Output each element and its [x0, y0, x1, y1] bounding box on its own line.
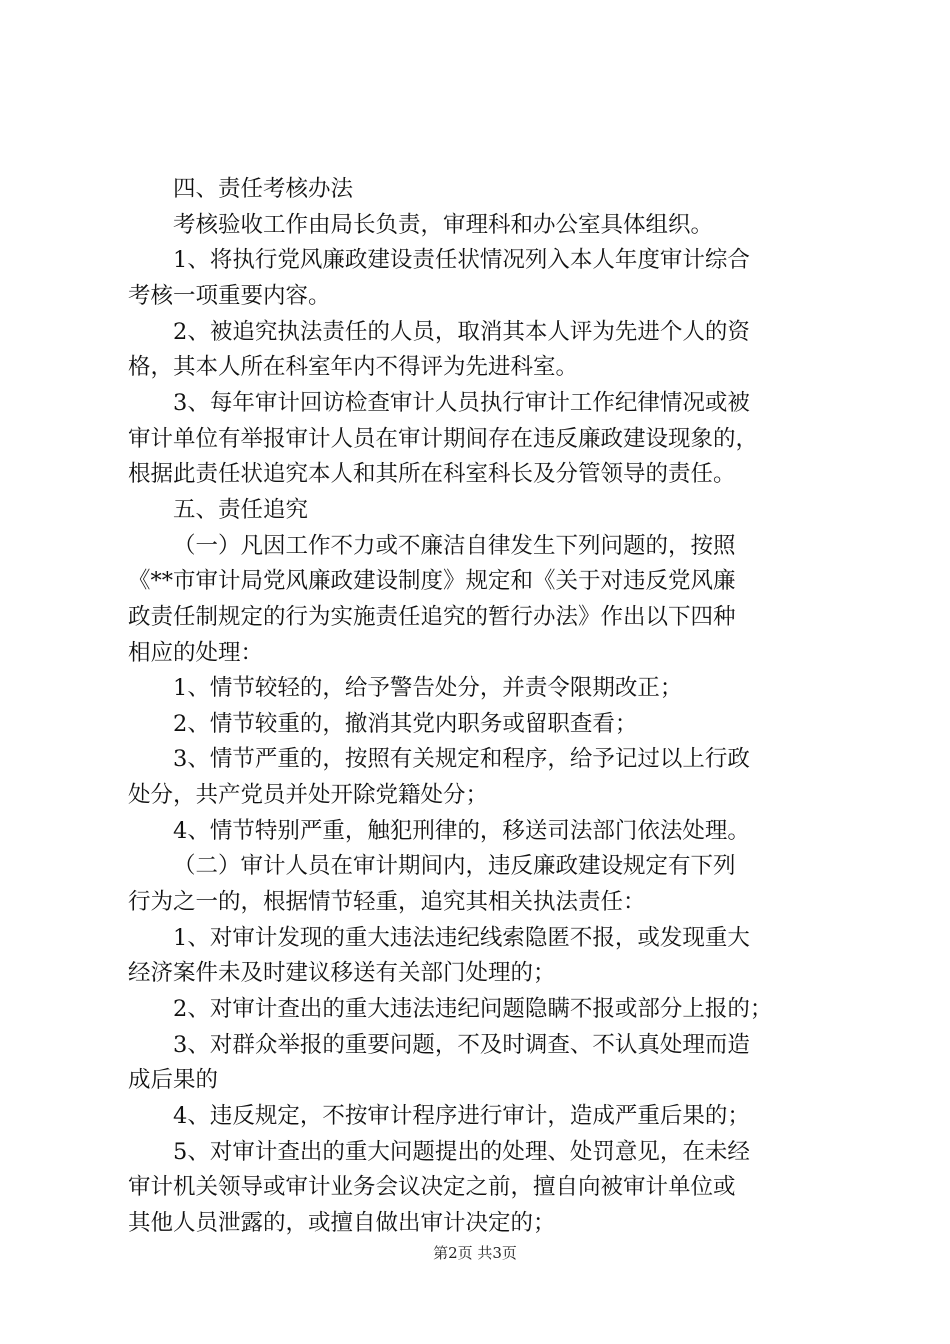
paragraph-line: 3、情节严重的，按照有关规定和程序，给予记过以上行政 — [173, 746, 750, 772]
paragraph-line: 处分，共产党员并处开除党籍处分； — [128, 782, 489, 808]
paragraph-line: 其他人员泄露的，或擅自做出审计决定的； — [128, 1210, 556, 1236]
paragraph-line: 考核一项重要内容。 — [128, 283, 331, 309]
paragraph-line: 2、对审计查出的重大违法违纪问题隐瞒不报或部分上报的； — [173, 996, 773, 1022]
paragraph-line: 2、情节较重的，撤消其党内职务或留职查看； — [173, 711, 638, 737]
paragraph-line: 1、对审计发现的重大违法违纪线索隐匿不报，或发现重大 — [173, 925, 750, 951]
section-heading-5: 五、责任追究 — [173, 497, 309, 523]
page-footer: 第2页 共3页 — [433, 1244, 517, 1262]
paragraph-line: 格，其本人所在科室年内不得评为先进科室。 — [128, 354, 579, 380]
paragraph-line: 《**市审计局党风廉政建设制度》规定和《关于对违反党风廉 — [128, 568, 736, 594]
section-heading-4: 四、责任考核办法 — [173, 176, 354, 202]
paragraph-line: 行为之一的，根据情节轻重，追究其相关执法责任： — [128, 889, 646, 915]
paragraph-line: 相应的处理： — [128, 640, 264, 666]
paragraph-line: 根据此责任状追究本人和其所在科室科长及分管领导的责任。 — [128, 461, 736, 487]
paragraph-line: 2、被追究执法责任的人员，取消其本人评为先进个人的资 — [173, 319, 750, 345]
paragraph-line: 1、情节较轻的，给予警告处分，并责令限期改正； — [173, 675, 683, 701]
paragraph-line: 4、违反规定，不按审计程序进行审计，造成严重后果的； — [173, 1103, 750, 1129]
paragraph-line: 经济案件未及时建议移送有关部门处理的； — [128, 960, 556, 986]
paragraph-line: 4、情节特别严重，触犯刑律的，移送司法部门依法处理。 — [173, 818, 750, 844]
paragraph-line: 政责任制规定的行为实施责任追究的暂行办法》作出以下四种 — [128, 604, 736, 630]
paragraph-line: 3、对群众举报的重要问题，不及时调查、不认真处理而造 — [173, 1032, 750, 1058]
paragraph-line: 成后果的 — [128, 1067, 219, 1093]
paragraph-line: 1、将执行党风廉政建设责任状情况列入本人年度审计综合 — [173, 247, 750, 273]
paragraph-line: 考核验收工作由局长负责，审理科和办公室具体组织。 — [173, 212, 714, 238]
paragraph-line: （一）凡因工作不力或不廉洁自律发生下列问题的，按照 — [173, 533, 736, 559]
paragraph-line: 5、对审计查出的重大问题提出的处理、处罚意见，在未经 — [173, 1139, 750, 1165]
paragraph-line: 3、每年审计回访检查审计人员执行审计工作纪律情况或被 — [173, 390, 750, 416]
paragraph-line: 审计单位有举报审计人员在审计期间存在违反廉政建设现象的， — [128, 426, 759, 452]
paragraph-line: （二）审计人员在审计期间内，违反廉政建设规定有下列 — [173, 853, 736, 879]
paragraph-line: 审计机关领导或审计业务会议决定之前，擅自向被审计单位或 — [128, 1174, 736, 1200]
